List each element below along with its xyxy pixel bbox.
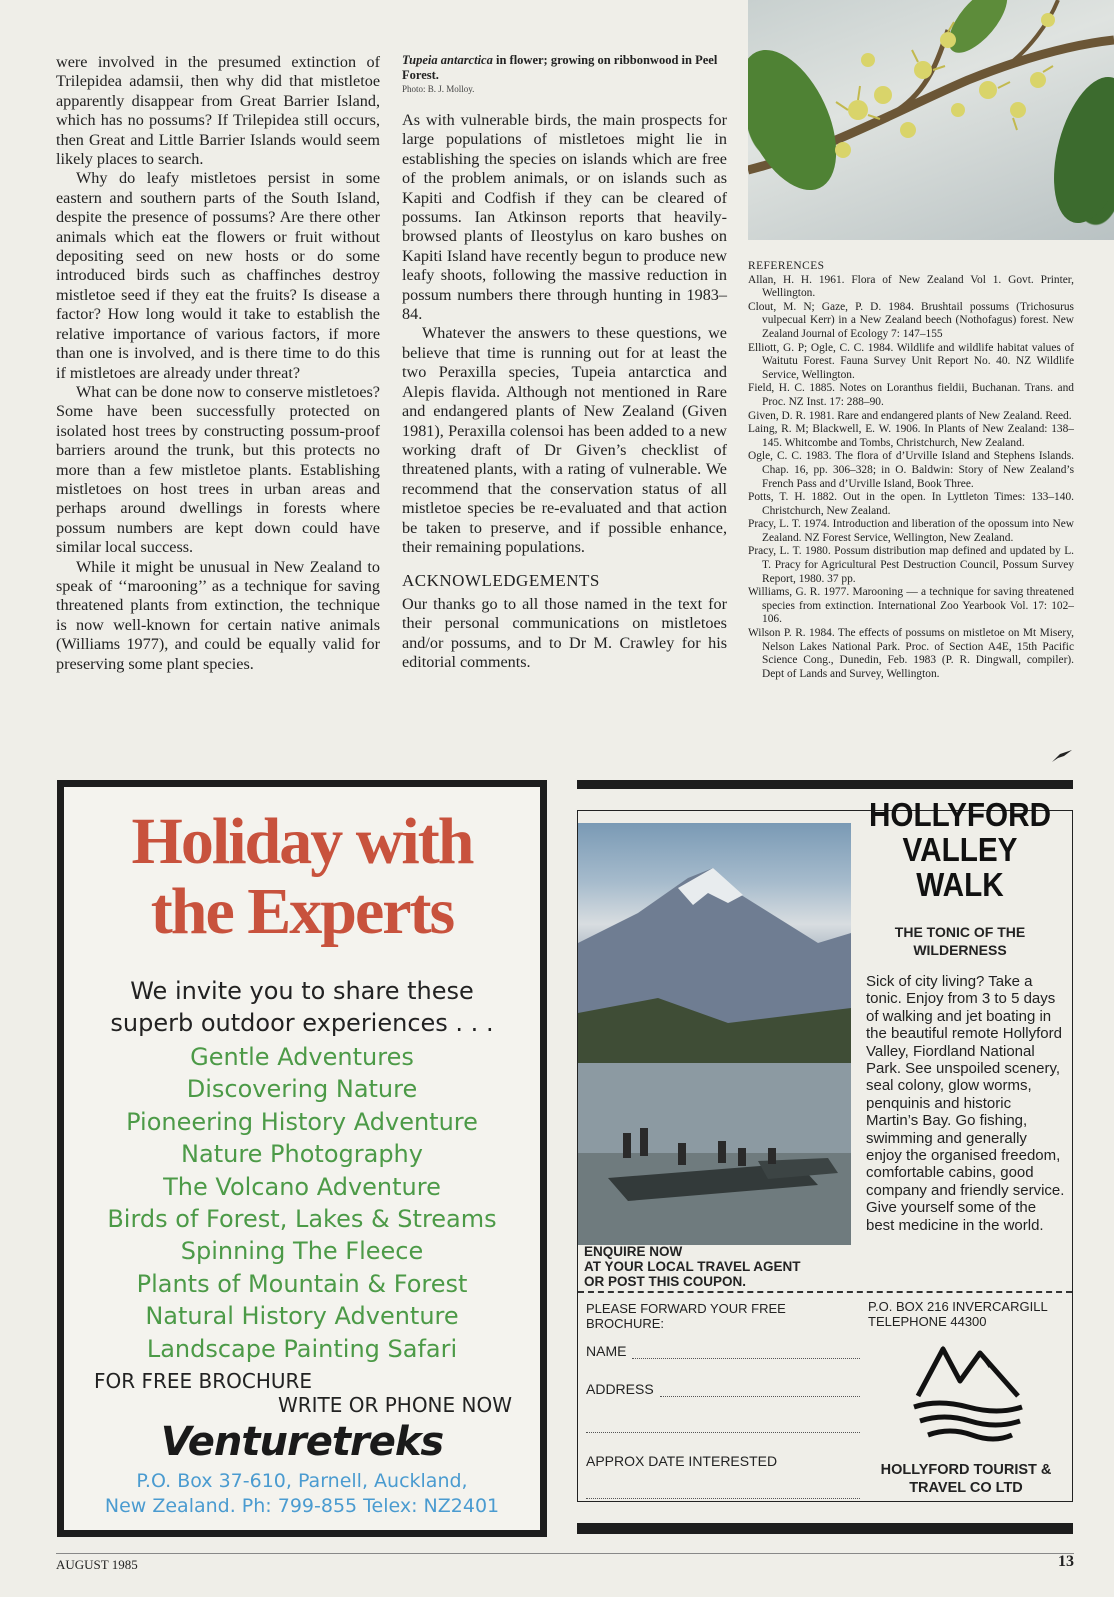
coupon-form bbox=[586, 1301, 860, 1499]
name-field[interactable] bbox=[632, 1357, 860, 1359]
reference-item: Given, D. R. 1981. Rare and endangered plants of New Zealand. Reed. bbox=[748, 409, 1072, 422]
subtitle-line: WILDERNESS bbox=[913, 942, 1007, 958]
bird-end-mark-icon bbox=[1050, 748, 1074, 764]
adventure-item: Nature Photography bbox=[181, 1140, 423, 1169]
flower-illustration bbox=[748, 0, 1114, 240]
caption-species: Tupeia antarctica bbox=[402, 53, 493, 67]
article-paragraph: were involved in the presumed extinction of Trilepidea adamsii, then why did that mistletoe apparently disappear from Great Barrier Island, which has no possums? If Trilepidea still occurs, then Great and Little Barrier Islands would seem likely places to search. bbox=[56, 53, 380, 169]
contact-line: New Zealand. Ph: 799-855 Telex: NZ2401 bbox=[104, 1495, 500, 1517]
ad-bottom-bar bbox=[577, 1523, 1073, 1534]
article-paragraph: What can be done now to conserve mistletoes? Some have been successfully protected on isolated host trees by constructing possum-proof barriers around the trunk, but this protects no more than a few mistletoe plants. Establishing mistletoes on host trees in urban areas and perhaps around dwellings in forests where possum numbers are kept down could have similar local success. bbox=[56, 382, 380, 557]
adventure-item: Natural History Adventure bbox=[145, 1302, 459, 1331]
reference-item: Pracy, L. T. 1974. Introduction and liberation of the opossum into New Zealand. NZ Forest Service, Wellington, New Zealand. bbox=[748, 518, 1074, 544]
reference-item: Clout, M. N; Gaze, P. D. 1984. Brushtail possums (Trichosurus vulpecual Kerr) in a New Zealand beech (Nothofagus) forest. New Zealand Journal of Ecology 7: 147–155 bbox=[748, 300, 1074, 340]
date-interested-label: APPROX DATE INTERESTED bbox=[586, 1453, 778, 1469]
photo-credit: Photo: B. J. Molloy. bbox=[402, 84, 475, 94]
adventure-item: Pioneering History Adventure bbox=[126, 1107, 478, 1136]
address-label: ADDRESS bbox=[586, 1381, 654, 1397]
ad-top-bar bbox=[577, 780, 1073, 789]
article-column-1 bbox=[56, 53, 380, 674]
adventure-item: Plants of Mountain & Forest bbox=[136, 1269, 468, 1298]
invitation-line: superb outdoor experiences . . . bbox=[110, 1009, 494, 1037]
hollyford-mountain-photo bbox=[578, 823, 851, 1245]
enquire-line: OR POST THIS COUPON. bbox=[584, 1274, 747, 1289]
hollyford-subtitle bbox=[854, 923, 1066, 959]
adventure-item: Gentle Adventures bbox=[190, 1043, 414, 1071]
adventure-item: Birds of Forest, Lakes & Streams bbox=[107, 1205, 497, 1234]
references bbox=[748, 260, 1074, 681]
reference-item: Laing, R. M; Blackwell, E. W. 1906. In Plants of New Zealand: 138–145. Whitcombe and Tombs, Christchurch, New Zealand. bbox=[748, 423, 1074, 449]
reference-item: Allan, H. H. 1961. Flora of New Zealand Vol 1. Govt. Printer, Wellington. bbox=[748, 273, 1074, 300]
reference-item: Williams, G. R. 1977. Marooning — a technique for saving threatened species from extinction. International Zoo Yearbook Vol. 17: 102–106. bbox=[748, 586, 1074, 626]
reference-item: Potts, T. H. 1882. Out in the open. In Lyttleton Times: 133–140. Christchurch, New Zealand. bbox=[748, 491, 1074, 517]
title-line: HOLLYFORD bbox=[868, 796, 1052, 833]
ad-contact bbox=[64, 1469, 540, 1519]
title-line: VALLEY bbox=[902, 831, 1018, 868]
hollyford-company bbox=[862, 1461, 1070, 1497]
adventure-item: Discovering Nature bbox=[186, 1075, 418, 1104]
caption-title bbox=[402, 53, 727, 83]
hollyford-logo-icon bbox=[908, 1341, 1028, 1451]
venturetreks-logo: Venturetreks bbox=[160, 1419, 444, 1465]
company-line: TRAVEL CO LTD bbox=[909, 1480, 1023, 1496]
address-field-line-2[interactable] bbox=[586, 1431, 860, 1433]
ad-headline bbox=[64, 807, 540, 947]
adventure-list bbox=[64, 1041, 540, 1365]
brochure-line-2: WRITE OR PHONE NOW bbox=[277, 1393, 512, 1417]
form-heading: PLEASE FORWARD YOUR FREE BROCHURE: bbox=[586, 1301, 786, 1331]
brochure-line-1: FOR FREE BROCHURE bbox=[94, 1369, 313, 1393]
reference-item: Elliott, G. P; Ogle, C. C. 1984. Wildlife and wildlife habitat values of Waitutu Forest. Fauna Survey Unit Report No. 40. NZ Wildlife Service, Wellington. bbox=[748, 341, 1074, 381]
page-number: 13 bbox=[1058, 1553, 1074, 1570]
address-field-row bbox=[586, 1377, 860, 1397]
references-heading: REFERENCES bbox=[748, 260, 825, 272]
invitation-line: We invite you to share these bbox=[130, 977, 474, 1005]
hollyford-description: Sick of city living? Take a tonic. Enjoy from 3 to 5 days of walking and jet boating in the beautiful remote Hollyford Valley, Fiordland National Park. See unspoiled scenery, seal colony, glow worms, penquinis and historic Martin’s Bay. Go fishing, swimming and generally enjoy the organised freedom, comfortable cabins, good company and friendly service. Give yourself some of the best medicine in the world. bbox=[866, 973, 1065, 1234]
footer-date: AUGUST 1985 bbox=[56, 1557, 138, 1572]
article-paragraph: While it might be unusual in New Zealand to speak of ‘‘marooning’’ as a technique for saving threatened plants from extinction, the technique is now well-known for certain native animals (Williams 1977), and could be equally valid for preserving some plant species. bbox=[56, 557, 380, 673]
photo-caption bbox=[402, 53, 727, 95]
enquire-notice bbox=[584, 1244, 854, 1289]
article-paragraph: As with vulnerable birds, the main prospects for large populations of mistletoes might lie in establishing the species on islands which are free of the problem animals, or on islands such as Kapiti and Codfish if they can be cleared of possums. Ian Atkinson reports that heavily-browsed plants of Ileostylus on karo bushes on Kapiti Island have recently begun to produce new leafy shoots, following the massive reduction in possum numbers there through hunting in 1983–84. bbox=[402, 111, 727, 324]
reference-item: Field, H. C. 1885. Notes on Loranthus fieldii, Buchanan. Trans. and Proc. NZ Inst. 17: 288–90. bbox=[748, 382, 1074, 408]
reference-item: Pracy, L. T. 1980. Possum distribution map defined and updated by L. T. Pracy for Agricultural Pest Destruction Council, Possum Survey Report, 1980. 37 pp. bbox=[748, 545, 1074, 585]
venturetreks-ad bbox=[57, 780, 547, 1537]
coupon-divider bbox=[578, 1291, 1072, 1293]
mountain-illustration bbox=[578, 823, 851, 1245]
enquire-line: ENQUIRE NOW bbox=[584, 1244, 683, 1259]
name-field-row bbox=[586, 1339, 860, 1359]
ad-headline-line: the Experts bbox=[150, 875, 454, 948]
reference-item: Wilson P. R. 1984. The effects of possums on mistletoe on Mt Misery, Nelson Lakes National Park. Proc. of Section A4E, 15th Pacific Science Cong., Dunedin, Feb. 1983 (P. R. Dingwall, compiler). Dept of Lands and Survey, Wellington. bbox=[748, 627, 1074, 680]
adventure-item: Landscape Painting Safari bbox=[146, 1334, 458, 1363]
date-interested-field[interactable] bbox=[586, 1497, 860, 1499]
reference-item: Ogle, C. C. 1983. The flora of d’Urville Island and Stephens Islands. Chap. 16, pp. 306–328; in O. Baldwin: Story of New Zealand’s French Pass and d’Urville Island, Book Three. bbox=[748, 450, 1074, 490]
subtitle-line: THE TONIC OF THE bbox=[894, 924, 1026, 940]
pobox-line: P.O. BOX 216 INVERCARGILL bbox=[868, 1299, 1048, 1314]
contact-line: P.O. Box 37-610, Parnell, Auckland, bbox=[136, 1470, 468, 1492]
article-paragraph: Why do leafy mistletoes persist in some eastern and southern parts of the South Island, despite the presence of possums? Are there other animals which eat the flowers or fruit without depositing seed on new hosts or do some introduced birds such as chaffinches destroy mistletoe seed if they eat the fruits? Is disease a factor? How long would it take to establish the relative importance of various factors, if more than one is involved, and is there time to do this if mistletoes are already under threat? bbox=[56, 169, 380, 382]
caption-text: in flower; growing on ribbonwood in Peel Forest. bbox=[402, 53, 718, 82]
ad-invitation bbox=[64, 975, 540, 1039]
footer-rule bbox=[56, 1553, 1074, 1554]
adventure-item: The Volcano Adventure bbox=[163, 1172, 441, 1201]
hollyford-ad bbox=[577, 796, 1073, 1502]
telephone-line: TELEPHONE 44300 bbox=[868, 1314, 987, 1329]
tupeia-flower-photo bbox=[748, 0, 1114, 240]
title-line: WALK bbox=[916, 866, 1004, 903]
acknowledgements-heading: ACKNOWLEDGEMENTS bbox=[402, 571, 600, 591]
acknowledgements-text: Our thanks go to all those named in the text for their personal communications on mistletoes and/or possums, and to Dr M. Crawley for his editorial comments. bbox=[402, 594, 727, 671]
name-label: NAME bbox=[586, 1343, 627, 1359]
article-paragraph: Whatever the answers to these questions, we believe that time is running out for at least the two Peraxilla species, Tupeia antarctica and Alepis flavida. Although not mentioned in Rare and endangered plants of New Zealand (Given 1981), Peraxilla colensoi has been added to a new working draft of Dr Given’s checklist of threatened plants, with a rating of vulnerable. We recommend that the conservation status of all mistletoe species be re-evaluated and that action be taken to preserve, and if possible enhance, their remaining populations. bbox=[402, 324, 727, 556]
company-line: HOLLYFORD TOURIST & bbox=[880, 1462, 1052, 1478]
hollyford-address bbox=[868, 1299, 1068, 1329]
ad-headline-line: Holiday with bbox=[131, 805, 473, 878]
adventure-item: Spinning The Fleece bbox=[180, 1237, 424, 1266]
hollyford-title bbox=[865, 797, 1056, 902]
article-column-2 bbox=[402, 111, 727, 672]
enquire-line: AT YOUR LOCAL TRAVEL AGENT bbox=[584, 1259, 801, 1274]
address-field[interactable] bbox=[660, 1395, 860, 1397]
